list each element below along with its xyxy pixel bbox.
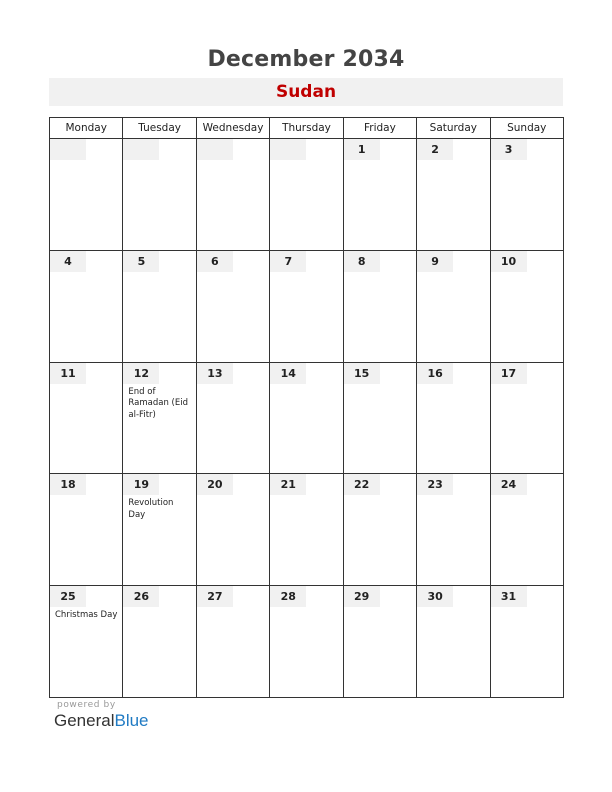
day-number: 17	[491, 363, 527, 384]
week-row	[50, 362, 564, 474]
day-cell	[196, 362, 269, 474]
day-cell	[123, 586, 196, 698]
day-cell	[490, 139, 563, 251]
day-number: 12	[123, 363, 159, 384]
weekday-header: Saturday	[417, 118, 490, 139]
day-number: 27	[197, 586, 233, 607]
day-cell	[270, 250, 343, 362]
day-number: 29	[344, 586, 380, 607]
day-number: 2	[417, 139, 453, 160]
day-cell	[50, 139, 123, 251]
day-cell	[417, 139, 490, 251]
holiday-label: Christmas Day	[55, 610, 118, 621]
day-cell	[417, 474, 490, 586]
day-number: 19	[123, 474, 159, 495]
brand-general: General	[54, 711, 115, 730]
day-cell	[123, 139, 196, 251]
day-cell	[490, 250, 563, 362]
day-cell	[50, 474, 123, 586]
week-row	[50, 139, 564, 251]
day-cell	[196, 586, 269, 698]
day-cell	[50, 586, 123, 698]
day-number: 28	[270, 586, 306, 607]
day-cell	[270, 586, 343, 698]
day-cell	[50, 362, 123, 474]
day-number: 23	[417, 474, 453, 495]
day-number: 18	[50, 474, 86, 495]
weekday-header: Wednesday	[196, 118, 269, 139]
day-number: 25	[50, 586, 86, 607]
day-cell	[270, 139, 343, 251]
weekday-header: Thursday	[270, 118, 343, 139]
day-cell	[196, 139, 269, 251]
day-number: 11	[50, 363, 86, 384]
day-number	[197, 139, 233, 160]
day-number: 1	[344, 139, 380, 160]
week-row	[50, 474, 564, 586]
day-number: 6	[197, 251, 233, 272]
day-cell	[343, 139, 416, 251]
day-cell	[196, 474, 269, 586]
day-cell	[123, 474, 196, 586]
day-cell	[196, 250, 269, 362]
day-cell	[490, 362, 563, 474]
weekday-header: Monday	[50, 118, 123, 139]
day-cell	[417, 586, 490, 698]
day-number: 16	[417, 363, 453, 384]
day-cell	[123, 250, 196, 362]
day-number: 31	[491, 586, 527, 607]
powered-by-label: powered by	[57, 700, 116, 710]
page-title: December 2034	[207, 47, 405, 72]
day-cell	[343, 362, 416, 474]
day-number: 14	[270, 363, 306, 384]
day-cell	[343, 250, 416, 362]
week-row	[50, 250, 564, 362]
day-number: 20	[197, 474, 233, 495]
day-cell	[417, 250, 490, 362]
day-number: 26	[123, 586, 159, 607]
day-cell	[343, 474, 416, 586]
holiday-label: End of Ramadan (Eid al-Fitr)	[128, 386, 188, 420]
day-cell	[343, 586, 416, 698]
brand-logo	[54, 711, 149, 731]
day-number	[270, 139, 306, 160]
day-cell	[270, 362, 343, 474]
weekday-header: Friday	[343, 118, 416, 139]
day-cell	[50, 250, 123, 362]
day-number: 8	[344, 251, 380, 272]
day-number: 30	[417, 586, 453, 607]
day-cell	[490, 586, 563, 698]
week-row	[50, 586, 564, 698]
day-number: 21	[270, 474, 306, 495]
brand-blue: Blue	[114, 711, 149, 730]
holiday-label: Revolution Day	[128, 498, 174, 520]
day-cell	[490, 474, 563, 586]
day-number: 9	[417, 251, 453, 272]
day-number: 24	[491, 474, 527, 495]
day-number: 5	[123, 251, 159, 272]
day-cell	[123, 362, 196, 474]
day-number: 10	[491, 251, 527, 272]
day-number: 7	[270, 251, 306, 272]
day-number: 3	[491, 139, 527, 160]
day-number: 22	[344, 474, 380, 495]
weekday-header: Tuesday	[123, 118, 196, 139]
day-number	[50, 139, 86, 160]
weekday-header: Sunday	[490, 118, 563, 139]
weekday-header-row	[50, 118, 564, 139]
day-number: 13	[197, 363, 233, 384]
day-cell	[270, 474, 343, 586]
day-cell	[417, 362, 490, 474]
country-name: Sudan	[49, 78, 563, 106]
day-number: 4	[50, 251, 86, 272]
calendar-grid	[49, 117, 564, 698]
day-number: 15	[344, 363, 380, 384]
day-number	[123, 139, 159, 160]
